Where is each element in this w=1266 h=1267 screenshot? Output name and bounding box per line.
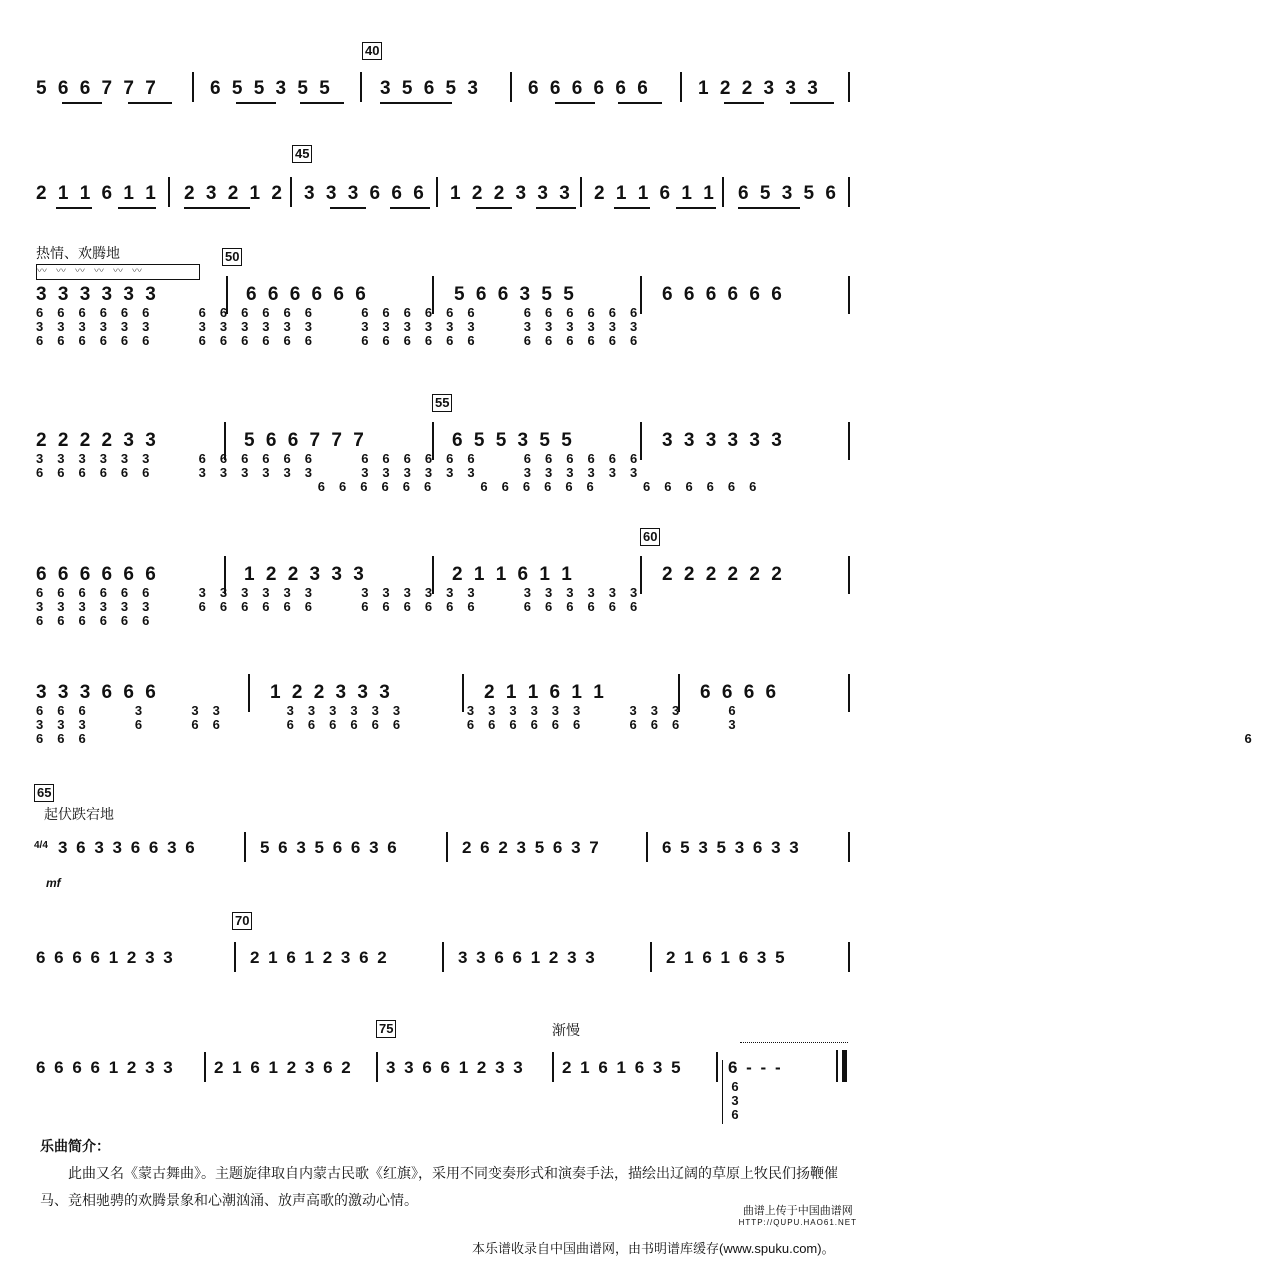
beam [724, 102, 764, 104]
final-barline-thick [842, 1050, 847, 1082]
rehearsal-mark-75: 75 [376, 1020, 396, 1038]
beam [56, 207, 92, 209]
measure: 2 3 2 1 2 [184, 183, 285, 204]
intro-body: 此曲又名《蒙古舞曲》。主题旋律取自内蒙古民歌《红旗》，采用不同变奏形式和演奏手法，描绘出辽阔的草原上牧民们扬鞭催马、竞相驰骋的欢腾景象和心潮汹涌、放声高歌的激动心情。 [40, 1165, 838, 1208]
measure: 2 6 2 3 5 6 3 7 [462, 838, 601, 857]
barline [848, 556, 850, 594]
measure: 2 1 6 1 2 3 6 2 [250, 948, 389, 967]
measure: 2 1 1 6 1 1 [594, 183, 717, 204]
arpeggio-bracket [722, 1060, 726, 1124]
measure: 3 6 3 3 6 6 3 6 [58, 838, 197, 857]
measure: 2 1 6 1 6 3 5 [666, 948, 787, 967]
barline [722, 177, 724, 207]
measure: 1 2 2 3 3 3 [244, 564, 367, 585]
measure: 3 3 3 3 3 3 [36, 284, 159, 305]
footer-source-note: 本乐谱收录自中国曲谱网，由书明谱库缓存(www.spuku.com)。 [472, 1241, 835, 1256]
measure: 6 6 6 6 6 6 [528, 78, 651, 99]
measure: 1 2 2 3 3 3 [698, 78, 821, 99]
measure: 3 3 3 3 3 3 [662, 430, 785, 451]
barline [848, 422, 850, 460]
beam [390, 207, 430, 209]
rehearsal-mark-45: 45 [292, 145, 312, 163]
beam [618, 102, 662, 104]
measure: 6 6 6 6 1 2 3 3 [36, 948, 175, 967]
barline [680, 72, 682, 102]
rehearsal-mark-50: 50 [222, 248, 242, 266]
barline [650, 942, 652, 972]
barline [552, 1052, 554, 1082]
chord-stack-row: 666666 666666 666666 666666 333333 333333 333333 333333 666666 666666 666666 666666 [36, 305, 652, 348]
barline [848, 276, 850, 314]
beam [738, 207, 800, 209]
beam [614, 207, 650, 209]
beam [790, 102, 834, 104]
beam [476, 207, 512, 209]
barline [234, 942, 236, 972]
beam [300, 102, 344, 104]
final-chord-stack: 6 3 6 [731, 1079, 739, 1122]
beam [184, 207, 250, 209]
measure: 1 2 2 3 3 3 [270, 682, 393, 703]
measure: 3 3 6 6 1 2 3 3 [458, 948, 597, 967]
beam [676, 207, 716, 209]
beam [536, 207, 576, 209]
measure: 6 - - - [728, 1058, 783, 1077]
barline [446, 832, 448, 862]
measure: 2 1 1 6 1 1 [36, 183, 159, 204]
tempo-marking: 渐慢 [552, 1022, 580, 1038]
measure: 6 6 6 6 6 6 [36, 564, 159, 585]
beam [236, 102, 276, 104]
beam [555, 102, 595, 104]
measure: 5 6 3 5 6 6 3 6 [260, 838, 399, 857]
measure: 5 6 6 7 7 7 [244, 430, 367, 451]
measure: 2 1 6 1 6 3 5 [562, 1058, 683, 1077]
barline [376, 1052, 378, 1082]
final-barline-thin [836, 1050, 838, 1082]
beam [118, 207, 156, 209]
measure: 3 3 3 6 6 6 [36, 682, 159, 703]
barline [848, 942, 850, 972]
expression-marking: 热情、欢腾地 [36, 245, 120, 261]
dynamic-marking: mf [46, 876, 61, 890]
measure: 2 1 1 6 1 1 [452, 564, 575, 585]
barline [646, 832, 648, 862]
barline [244, 832, 246, 862]
measure: 5 6 6 7 7 7 [36, 78, 159, 99]
measure: 2 2 2 2 2 2 [662, 564, 785, 585]
measure: 6 6 6 6 1 2 3 3 [36, 1058, 175, 1077]
barline [192, 72, 194, 102]
tremolo-bracket: 〰〰〰〰〰〰 [36, 264, 200, 280]
measure: 6 5 5 3 5 5 [452, 430, 575, 451]
rehearsal-mark-40: 40 [362, 42, 382, 60]
measure: 6 6 6 6 6 6 [662, 284, 785, 305]
barline [290, 177, 292, 207]
barline [580, 177, 582, 207]
beam [380, 102, 452, 104]
barline [360, 72, 362, 102]
measure: 6 6 6 6 [700, 682, 780, 703]
measure: 2 2 2 2 3 3 [36, 430, 159, 451]
measure: 6 5 3 5 3 6 3 3 [662, 838, 801, 857]
barline [848, 177, 850, 207]
measure: 3 3 6 6 1 2 3 3 [386, 1058, 525, 1077]
chord-stack-row: 666 3 33 333333 333333 333 6 333 6 66 666666 666666 666 3 666 6 [36, 703, 1266, 746]
beam [330, 207, 366, 209]
barline [168, 177, 170, 207]
rehearsal-mark-65: 65 [34, 784, 54, 802]
rehearsal-mark-70: 70 [232, 912, 252, 930]
barline [204, 1052, 206, 1082]
chord-stack-row: 333333 666666 666666 666666 666666 333333 333333 333333 666666 666666 666666 [36, 451, 771, 494]
measure: 6 6 6 6 6 6 [246, 284, 369, 305]
barline [848, 72, 850, 102]
barline [510, 72, 512, 102]
beam [128, 102, 172, 104]
measure: 5 6 6 3 5 5 [454, 284, 577, 305]
measure: 1 2 2 3 3 3 [450, 183, 573, 204]
rehearsal-mark-55: 55 [432, 394, 452, 412]
measure: 6 5 5 3 5 5 [210, 78, 333, 99]
intro-title: 乐曲简介： [40, 1138, 110, 1154]
expression-marking: 起伏跌宕地 [44, 806, 114, 822]
measure: 2 1 6 1 2 3 6 2 [214, 1058, 353, 1077]
barline [848, 832, 850, 862]
measure: 3 3 3 6 6 6 [304, 183, 427, 204]
beam [62, 102, 102, 104]
measure: 6 5 3 5 6 [738, 183, 839, 204]
time-signature: 4/4 [34, 840, 48, 851]
fermata-dotted-line [740, 1042, 848, 1043]
measure: 3 5 6 5 3 [380, 78, 481, 99]
barline [436, 177, 438, 207]
barline [716, 1052, 718, 1082]
measure: 2 1 1 6 1 1 [484, 682, 607, 703]
rehearsal-mark-60: 60 [640, 528, 660, 546]
chord-stack-row: 666666 333333 333333 333333 333333 666666 666666 666666 666666 [36, 585, 652, 628]
site-watermark: 曲谱上传于中国曲谱网 HTTP://QUPU.HAO61.NET [738, 1205, 857, 1227]
barline [442, 942, 444, 972]
